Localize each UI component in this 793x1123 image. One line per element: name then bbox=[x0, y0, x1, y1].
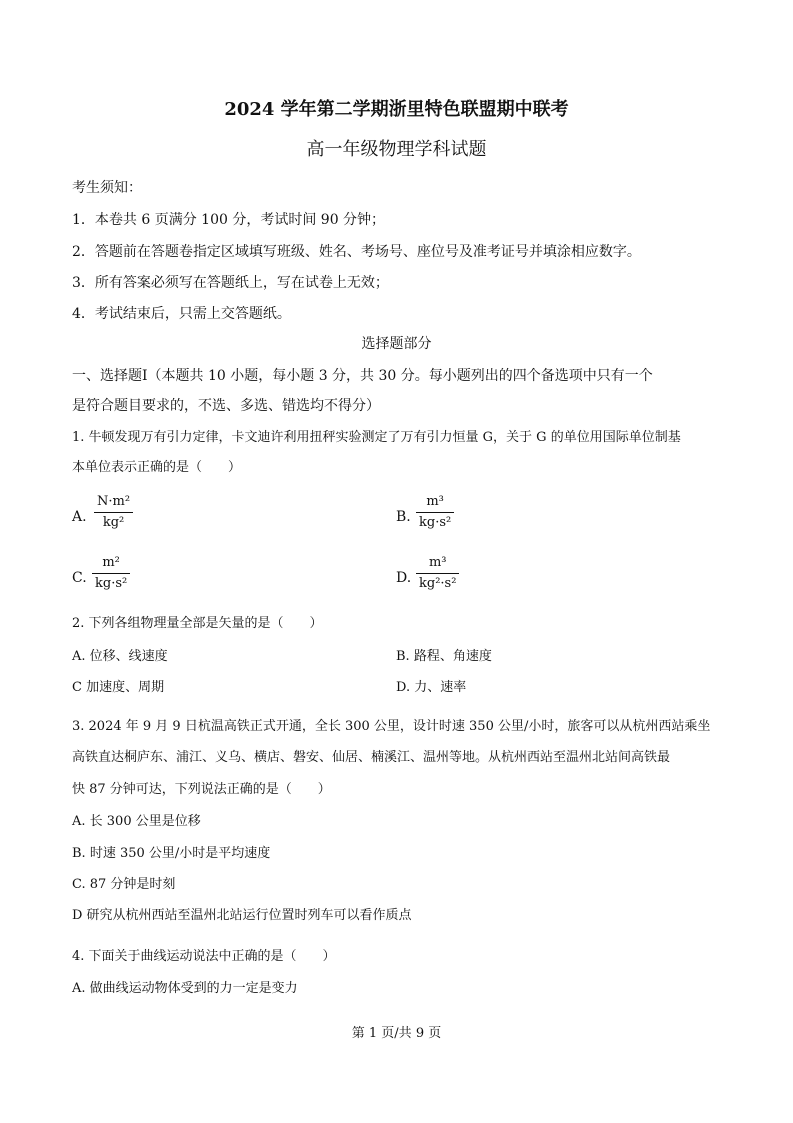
q1-option-d-label: D. bbox=[396, 570, 412, 586]
q4-option-a: A. 做曲线运动物体受到的力一定是变力 bbox=[72, 981, 298, 996]
question-3-line3: 快 87 分钟可达，下列说法正确的是（ ） bbox=[72, 782, 331, 797]
fraction-numerator: m³ bbox=[426, 494, 444, 509]
q1-option-c-fraction bbox=[92, 555, 130, 592]
fraction-numerator: N·m² bbox=[97, 494, 131, 509]
part-instructions-line2: 是符合题目要求的，不选、多选、错选均不得分） bbox=[72, 398, 380, 414]
exam-subtitle: 高一年级物理学科试题 bbox=[306, 139, 487, 160]
exam-title: 2024 学年第二学期浙里特色联盟期中联考 bbox=[224, 99, 569, 120]
notice-item: 3．所有答案必须写在答题纸上，写在试卷上无效； bbox=[72, 275, 389, 291]
question-1-line2: 本单位表示正确的是（ ） bbox=[72, 460, 242, 475]
q2-option-d: D. 力、速率 bbox=[396, 680, 467, 695]
q3-option-d: D 研究从杭州西站至温州北站运行位置时列车可以看作质点 bbox=[72, 908, 412, 923]
q2-option-c: C 加速度、周期 bbox=[72, 680, 165, 695]
notice-item: 4．考试结束后，只需上交答题纸。 bbox=[72, 306, 291, 322]
q1-option-a-fraction bbox=[94, 494, 133, 531]
question-4-stem: 4. 下面关于曲线运动说法中正确的是（ ） bbox=[72, 949, 336, 964]
q3-option-a: A. 长 300 公里是位移 bbox=[72, 814, 201, 829]
fraction-numerator: m² bbox=[102, 555, 120, 570]
page-number: 第 1 页/共 9 页 bbox=[351, 1026, 442, 1041]
notice-item: 2．答题前在答题卷指定区域填写班级、姓名、考场号、座位号及准考证号并填涂相应数字。 bbox=[72, 244, 641, 260]
q1-option-b-fraction bbox=[416, 494, 454, 531]
part-instructions-line1: 一、选择题Ⅰ（本题共 10 小题，每小题 3 分，共 30 分。每小题列出的四个备选项中只有一个 bbox=[72, 368, 653, 384]
fraction-denominator: kg²·s² bbox=[419, 576, 457, 591]
fraction-denominator: kg² bbox=[102, 515, 125, 530]
q1-option-b-label: B. bbox=[396, 509, 411, 525]
q2-option-a: A. 位移、线速度 bbox=[72, 649, 168, 664]
fraction-denominator: kg·s² bbox=[95, 576, 128, 591]
q3-option-b: B. 时速 350 公里/小时是平均速度 bbox=[72, 846, 271, 861]
q1-option-d-fraction bbox=[416, 555, 459, 592]
question-3-line1: 3. 2024 年 9 月 9 日杭温高铁正式开通，全长 300 公里，设计时速 350 公里/小时，旅客可以从杭州西站乘坐 bbox=[72, 719, 711, 734]
q1-option-c-label: C. bbox=[72, 570, 87, 586]
fraction-numerator: m³ bbox=[428, 555, 447, 570]
section-title: 选择题部分 bbox=[361, 336, 432, 352]
notice-item: 1．本卷共 6 页满分 100 分，考试时间 90 分钟； bbox=[72, 212, 386, 228]
notice-heading: 考生须知： bbox=[72, 180, 142, 196]
q3-option-c: C. 87 分钟是时刻 bbox=[72, 877, 176, 892]
question-3-line2: 高铁直达桐庐东、浦江、义乌、横店、磐安、仙居、楠溪江、温州等地。从杭州西站至温州北站间高铁最 bbox=[72, 750, 671, 765]
q1-option-a-label: A. bbox=[72, 509, 87, 525]
question-1-line1: 1. 牛顿发现万有引力定律，卡文迪许利用扭秤实验测定了万有引力恒量 G，关于 G 的单位用国际单位制基 bbox=[72, 430, 681, 445]
fraction-denominator: kg·s² bbox=[419, 515, 452, 530]
question-2-stem: 2. 下列各组物理量全部是矢量的是（ ） bbox=[72, 616, 323, 631]
q2-option-b: B. 路程、角速度 bbox=[396, 649, 492, 664]
